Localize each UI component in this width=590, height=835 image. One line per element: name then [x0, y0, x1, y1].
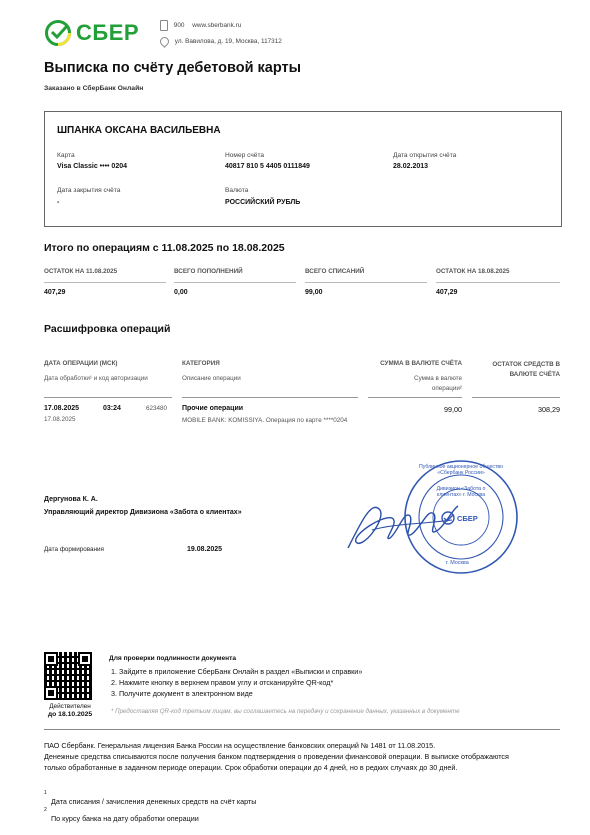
op-processing-date: 17.08.2025 — [44, 416, 76, 423]
bank-stamp — [402, 458, 520, 576]
account-value: 40817 810 5 4405 0111849 — [225, 163, 310, 170]
phone-icon — [160, 20, 168, 31]
col-header-balance: ОСТАТОК СРЕДСТВ В ВАЛЮТЕ СЧЁТА — [492, 361, 560, 378]
summary-col-label: ВСЕГО ПОПОЛНЕНИЙ — [174, 268, 243, 275]
op-balance: 308,29 — [538, 405, 560, 414]
close-date-value: - — [57, 199, 60, 206]
signer-position: Управляющий директор Дивизиона «Забота о клиентах» — [44, 509, 242, 516]
summary-col-label: ВСЕГО СПИСАНИЙ — [305, 268, 365, 275]
ordered-note: Заказано в СберБанк Онлайн — [44, 85, 144, 92]
website: www.sberbank.ru — [192, 22, 242, 30]
footnote-1: Дата списания / зачисления денежных средств на счёт карты — [51, 797, 257, 806]
operations-title: Расшифровка операций — [44, 323, 171, 335]
stamp-top-text: Публичное акционерное общество «Сбербанк России» — [419, 464, 503, 476]
sber-logo-icon — [44, 19, 72, 47]
summary-title: Итого по операциям с 11.08.2025 по 18.08.2025 — [44, 242, 285, 254]
formation-date-label: Дата формирования — [44, 546, 104, 553]
summary-col-value: 407,29 — [436, 289, 458, 296]
stamp-city-text: г. Москва — [446, 560, 469, 566]
currency-value: РОССИЙСКИЙ РУБЛЬ — [225, 199, 301, 206]
footnote-2: По курсу банка на дату обработки операции — [51, 814, 199, 823]
summary-col-value: 0,00 — [174, 289, 188, 296]
card-holder-name: ШПАНКА ОКСАНА ВАСИЛЬЕВНА — [57, 125, 221, 136]
account-label: Номер счёта — [225, 152, 265, 159]
currency-label: Валюта — [225, 187, 249, 194]
open-date-value: 28.02.2013 — [393, 163, 429, 170]
col-subheader-category: Описание операции — [182, 375, 241, 382]
summary-col-label: ОСТАТОК НА 11.08.2025 — [44, 268, 118, 275]
valid-label: Действителен — [49, 703, 91, 710]
bank-address: ул. Вавилова, д. 19, Москва, 117312 — [174, 38, 282, 46]
location-icon — [158, 35, 171, 48]
op-category: Прочие операции — [182, 405, 244, 412]
col-subheader-sum: Сумма в валюте операции² — [414, 375, 462, 392]
verify-step: 3. Получите документ в электронном виде — [111, 689, 253, 698]
contact-phone-row — [160, 20, 241, 31]
formation-date-value: 19.08.2025 — [187, 546, 223, 553]
verify-step: 2. Нажмите кнопку в верхнем правом углу и отсканируйте QR-код* — [111, 678, 334, 687]
card-label: Карта — [57, 152, 75, 159]
qr-code[interactable] — [44, 652, 92, 700]
contact-address-row — [160, 37, 282, 46]
op-auth-code: 623480 — [146, 405, 168, 412]
op-description: MOBILE BANK: KOMISSIYA. Операция по карте ****0204 — [182, 417, 348, 424]
phone-number: 900 — [173, 22, 185, 30]
col-header-date: ДАТА ОПЕРАЦИИ (МСК) — [44, 360, 118, 367]
sber-logo — [44, 18, 144, 48]
footnote-marker: 2 — [44, 807, 47, 813]
op-time: 03:24 — [103, 405, 121, 412]
page-title: Выписка по счёту дебетовой карты — [44, 60, 301, 76]
logo-text: СБЕР — [76, 20, 140, 45]
col-header-sum: СУММА В ВАЛЮТЕ СЧЁТА — [380, 360, 462, 367]
verify-step: 1. Зайдите в приложение СберБанк Онлайн в раздел «Выписки и справки» — [111, 667, 363, 676]
verify-note: * Предоставляя QR-код третьим лицам, вы соглашаетесь на передачу и сохранение данных, указанных в документе — [111, 708, 460, 715]
card-value: Visa Classic •••• 0204 — [57, 163, 127, 170]
summary-col-value: 99,00 — [305, 289, 323, 296]
summary-col-value: 407,29 — [44, 289, 66, 296]
footnote-marker: 1 — [44, 790, 47, 796]
stamp-logo-text: СБЕР — [457, 514, 478, 523]
op-date: 17.08.2025 — [44, 405, 80, 412]
verify-title: Для проверки подлинности документа — [109, 655, 237, 662]
close-date-label: Дата закрытия счёта — [57, 187, 121, 194]
col-header-category: КАТЕГОРИЯ — [182, 360, 220, 367]
stamp-mid-text: Дивизион «Забота о клиентах» г. Москва — [436, 486, 486, 498]
license-text: ПАО Сбербанк. Генеральная лицензия Банка России на осуществление банковских операций № 1481 от 11.08.2015. — [44, 741, 436, 750]
valid-date: до 18.10.2025 — [47, 711, 93, 718]
open-date-label: Дата открытия счёта — [393, 152, 457, 159]
op-sum: 99,00 — [444, 405, 462, 414]
processing-note: Денежные средства списываются после получения банком подтверждения о проведении финансовой операции. В выписке отображаются только обработанные в заданном периоде операции. Срок обработки операции до 4 дней, но в редких случаях до 30 дней. — [44, 752, 509, 772]
summary-col-label: ОСТАТОК НА 18.08.2025 — [436, 268, 510, 275]
col-subheader-date: Дата обработки¹ и код авторизации — [44, 375, 148, 382]
signer-name: Дергунова К. А. — [44, 496, 98, 503]
